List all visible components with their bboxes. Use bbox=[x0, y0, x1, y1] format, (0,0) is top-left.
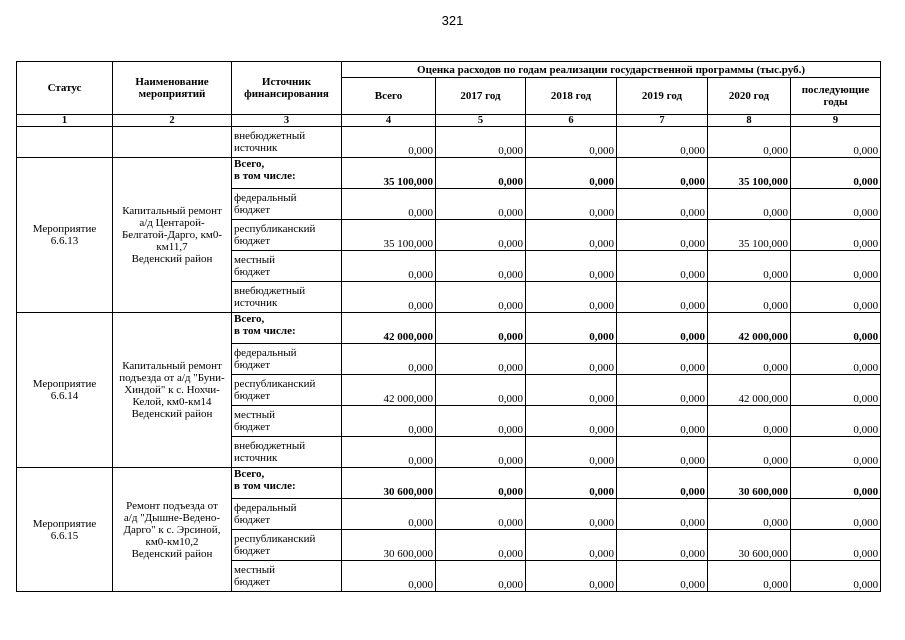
value-cell: 0,000 bbox=[617, 406, 708, 437]
source-cell: Всего, в том числе: bbox=[232, 158, 342, 189]
source-cell: местный бюджет bbox=[232, 561, 342, 592]
value-cell: 35 100,000 bbox=[342, 220, 436, 251]
value-cell: 0,000 bbox=[617, 468, 708, 499]
value-cell: 42 000,000 bbox=[342, 375, 436, 406]
value-cell: 0,000 bbox=[617, 251, 708, 282]
source-cell: республиканский бюджет bbox=[232, 530, 342, 561]
source-cell: федеральный бюджет bbox=[232, 499, 342, 530]
column-numbers-row bbox=[17, 115, 881, 127]
value-cell: 0,000 bbox=[526, 158, 617, 189]
value-cell: 0,000 bbox=[526, 406, 617, 437]
value-cell: 0,000 bbox=[436, 282, 526, 313]
header-2017: 2017 год bbox=[436, 78, 526, 115]
col-number: 2 bbox=[113, 115, 232, 127]
value-cell: 0,000 bbox=[617, 313, 708, 344]
value-cell: 0,000 bbox=[617, 375, 708, 406]
source-cell: федеральный бюджет bbox=[232, 189, 342, 220]
value-cell: 0,000 bbox=[526, 561, 617, 592]
measure-total-row bbox=[17, 313, 881, 344]
value-cell: 0,000 bbox=[526, 251, 617, 282]
measure-total-row bbox=[17, 468, 881, 499]
source-cell: Всего, в том числе: bbox=[232, 468, 342, 499]
value-cell: 0,000 bbox=[526, 127, 617, 158]
measure-name: Капитальный ремонт а/д Центарой- Белгатой-Дарго, км0- км11,7 Веденский район bbox=[113, 158, 232, 313]
value-cell: 0,000 bbox=[436, 251, 526, 282]
value-cell: 0,000 bbox=[342, 251, 436, 282]
header-name: Наименование мероприятий bbox=[113, 62, 232, 115]
value-cell: 0,000 bbox=[526, 375, 617, 406]
value-cell: 0,000 bbox=[617, 127, 708, 158]
name-cell bbox=[113, 127, 232, 158]
value-cell: 0,000 bbox=[791, 313, 881, 344]
value-cell: 0,000 bbox=[791, 530, 881, 561]
source-cell: местный бюджет bbox=[232, 406, 342, 437]
value-cell: 0,000 bbox=[436, 468, 526, 499]
value-cell: 0,000 bbox=[436, 561, 526, 592]
col-number: 4 bbox=[342, 115, 436, 127]
value-cell: 0,000 bbox=[617, 158, 708, 189]
value-cell: 0,000 bbox=[708, 189, 791, 220]
value-cell: 0,000 bbox=[526, 468, 617, 499]
value-cell: 0,000 bbox=[617, 344, 708, 375]
source-cell: республиканский бюджет bbox=[232, 220, 342, 251]
header-total: Всего bbox=[342, 78, 436, 115]
value-cell: 0,000 bbox=[436, 313, 526, 344]
value-cell: 42 000,000 bbox=[708, 313, 791, 344]
value-cell: 0,000 bbox=[617, 530, 708, 561]
value-cell: 0,000 bbox=[617, 189, 708, 220]
value-cell: 0,000 bbox=[708, 406, 791, 437]
value-cell: 0,000 bbox=[342, 561, 436, 592]
value-cell: 0,000 bbox=[436, 530, 526, 561]
value-cell: 0,000 bbox=[708, 499, 791, 530]
value-cell: 0,000 bbox=[791, 189, 881, 220]
value-cell: 30 600,000 bbox=[708, 468, 791, 499]
value-cell: 0,000 bbox=[708, 282, 791, 313]
value-cell: 0,000 bbox=[791, 220, 881, 251]
value-cell: 0,000 bbox=[342, 499, 436, 530]
col-number: 8 bbox=[708, 115, 791, 127]
value-cell: 30 600,000 bbox=[708, 530, 791, 561]
source-cell: федеральный бюджет bbox=[232, 344, 342, 375]
value-cell: 0,000 bbox=[342, 127, 436, 158]
value-cell: 0,000 bbox=[526, 220, 617, 251]
col-number: 1 bbox=[17, 115, 113, 127]
value-cell: 0,000 bbox=[436, 437, 526, 468]
measure-name: Капитальный ремонт подъезда от а/д "Буни- Хиндой" к с. Нохчи- Келой, км0-км14 Веденский район bbox=[113, 313, 232, 468]
status-cell bbox=[17, 127, 113, 158]
value-cell: 0,000 bbox=[708, 127, 791, 158]
source-cell: внебюджетный источник bbox=[232, 437, 342, 468]
value-cell: 0,000 bbox=[436, 220, 526, 251]
value-cell: 0,000 bbox=[342, 282, 436, 313]
header-2018: 2018 год bbox=[526, 78, 617, 115]
measure-status: Мероприятие 6.6.14 bbox=[17, 313, 113, 468]
source-cell: республиканский бюджет bbox=[232, 375, 342, 406]
value-cell: 0,000 bbox=[617, 561, 708, 592]
value-cell: 0,000 bbox=[708, 561, 791, 592]
value-cell: 42 000,000 bbox=[708, 375, 791, 406]
value-cell: 0,000 bbox=[708, 437, 791, 468]
header-estimate: Оценка расходов по годам реализации государственной программы (тыс.руб.) bbox=[342, 62, 881, 78]
value-cell: 0,000 bbox=[708, 344, 791, 375]
measure-status: Мероприятие 6.6.13 bbox=[17, 158, 113, 313]
value-cell: 0,000 bbox=[436, 158, 526, 189]
value-cell: 0,000 bbox=[342, 344, 436, 375]
source-cell: внебюджетный источник bbox=[232, 282, 342, 313]
value-cell: 0,000 bbox=[526, 282, 617, 313]
value-cell: 0,000 bbox=[791, 158, 881, 189]
value-cell: 0,000 bbox=[436, 499, 526, 530]
value-cell: 0,000 bbox=[791, 406, 881, 437]
measure-status: Мероприятие 6.6.15 bbox=[17, 468, 113, 592]
header-2020: 2020 год bbox=[708, 78, 791, 115]
col-number: 6 bbox=[526, 115, 617, 127]
value-cell: 0,000 bbox=[791, 499, 881, 530]
value-cell: 35 100,000 bbox=[708, 220, 791, 251]
header-status: Статус bbox=[17, 62, 113, 115]
value-cell: 0,000 bbox=[791, 561, 881, 592]
value-cell: 0,000 bbox=[791, 344, 881, 375]
header-source: Источник финансирования bbox=[232, 62, 342, 115]
source-cell: внебюджетный источник bbox=[232, 127, 342, 158]
expense-table bbox=[16, 61, 881, 592]
value-cell: 0,000 bbox=[708, 251, 791, 282]
value-cell: 0,000 bbox=[436, 189, 526, 220]
value-cell: 0,000 bbox=[436, 406, 526, 437]
value-cell: 35 100,000 bbox=[342, 158, 436, 189]
value-cell: 0,000 bbox=[436, 127, 526, 158]
value-cell: 0,000 bbox=[791, 468, 881, 499]
col-number: 3 bbox=[232, 115, 342, 127]
header-2019: 2019 год bbox=[617, 78, 708, 115]
value-cell: 0,000 bbox=[526, 344, 617, 375]
header-later-years: последующие годы bbox=[791, 78, 881, 115]
value-cell: 0,000 bbox=[791, 437, 881, 468]
value-cell: 0,000 bbox=[617, 437, 708, 468]
value-cell: 0,000 bbox=[526, 530, 617, 561]
value-cell: 30 600,000 bbox=[342, 468, 436, 499]
source-cell: Всего, в том числе: bbox=[232, 313, 342, 344]
value-cell: 0,000 bbox=[791, 251, 881, 282]
value-cell: 0,000 bbox=[436, 344, 526, 375]
value-cell: 0,000 bbox=[436, 375, 526, 406]
value-cell: 0,000 bbox=[526, 499, 617, 530]
value-cell: 0,000 bbox=[342, 437, 436, 468]
value-cell: 0,000 bbox=[342, 189, 436, 220]
source-cell: местный бюджет bbox=[232, 251, 342, 282]
value-cell: 0,000 bbox=[526, 437, 617, 468]
col-number: 5 bbox=[436, 115, 526, 127]
value-cell: 0,000 bbox=[526, 313, 617, 344]
value-cell: 0,000 bbox=[342, 406, 436, 437]
value-cell: 0,000 bbox=[791, 282, 881, 313]
col-number: 9 bbox=[791, 115, 881, 127]
value-cell: 42 000,000 bbox=[342, 313, 436, 344]
col-number: 7 bbox=[617, 115, 708, 127]
value-cell: 30 600,000 bbox=[342, 530, 436, 561]
table-row bbox=[17, 127, 881, 158]
value-cell: 35 100,000 bbox=[708, 158, 791, 189]
value-cell: 0,000 bbox=[791, 375, 881, 406]
value-cell: 0,000 bbox=[617, 282, 708, 313]
value-cell: 0,000 bbox=[526, 189, 617, 220]
value-cell: 0,000 bbox=[617, 220, 708, 251]
measure-total-row bbox=[17, 158, 881, 189]
page-number: 321 bbox=[441, 13, 464, 28]
measure-name: Ремонт подъезда от а/д "Дышне-Ведено- Дарго" к с. Эрсиной, км0-км10,2 Веденский район bbox=[113, 468, 232, 592]
value-cell: 0,000 bbox=[617, 499, 708, 530]
value-cell: 0,000 bbox=[791, 127, 881, 158]
